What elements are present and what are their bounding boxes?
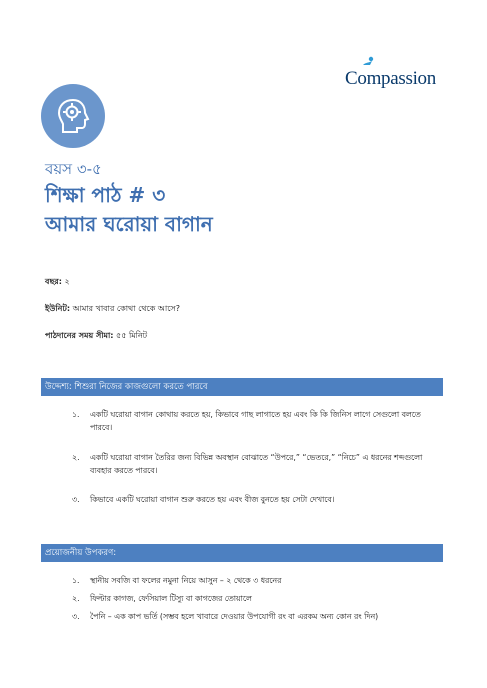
brand-name: Compassion <box>345 68 436 89</box>
item-number: ১. <box>72 576 80 585</box>
item-text: ফিল্টার কাগজ, ফেসিয়াল টিস্যু বা কাগজের তোয়ালে <box>90 594 252 603</box>
item-number: ২. <box>72 453 80 462</box>
item-number: ২. <box>72 594 80 603</box>
meta-unit <box>45 303 180 316</box>
item-text: কিভাবে একটি ঘরোয়া বাগান শুরু করতে হয় এবং বীজ বুনতে হয় সেটা দেখাবে। <box>90 495 335 504</box>
duration-label: পাঠদানের সময় সীমা: <box>45 331 114 340</box>
item-text: একটি ঘরোয়া বাগান কোথায় করতে হয়, কিভাবে গাছ লাগাতে হয় এবং কি কি জিনিস লাগে সেগুলো বলতে পারবে। <box>90 410 421 432</box>
item-number: ৩. <box>72 495 80 504</box>
lesson-title: আমার ঘরোয়া বাগান <box>45 212 213 236</box>
item-number: ১. <box>72 410 80 419</box>
learning-badge <box>41 84 105 148</box>
item-text: পৈনি – এক কাপ ভর্তি (সম্ভব হলে খাবারে দেওয়ার উপযোগী রং বা এরকম অন্য কোন রং দিন) <box>90 612 379 621</box>
lesson-number: শিক্ষা পাঠ # ৩ <box>45 183 166 207</box>
compassion-logo <box>345 56 455 96</box>
meta-year <box>45 276 70 289</box>
age-range: বয়স ৩-৫ <box>45 160 102 178</box>
objective-heading: উদ্দেশ্য: শিশুরা নিজের কাজগুলো করতে পারবে <box>41 378 443 396</box>
year-value: ২ <box>64 277 70 286</box>
meta-duration <box>45 330 147 343</box>
item-number: ৩. <box>72 612 80 621</box>
unit-label: ইউনিট: <box>45 304 71 313</box>
year-label: বছর: <box>45 277 62 286</box>
materials-heading: প্রয়োজনীয় উপকরণ: <box>41 544 443 562</box>
item-text: একটি ঘরোয়া বাগান তৈরির জন্য বিভিন্ন অবস্থান বোঝাতে “উপরে,” “ভেতরে,” “নিচে” এ ধরনের শব্দগুলো ব্যবহার করতে পারবে। <box>90 453 423 475</box>
duration-value: ৫৫ মিনিট <box>116 331 148 340</box>
unit-value: আমার খাবার কোথা থেকে আসে? <box>72 304 180 313</box>
head-gear-icon <box>55 97 91 135</box>
item-text: স্থানীয় সবজি বা ফলের নমুনা নিয়ে আসুন – ২ থেকে ৩ ধরনের <box>90 576 282 585</box>
